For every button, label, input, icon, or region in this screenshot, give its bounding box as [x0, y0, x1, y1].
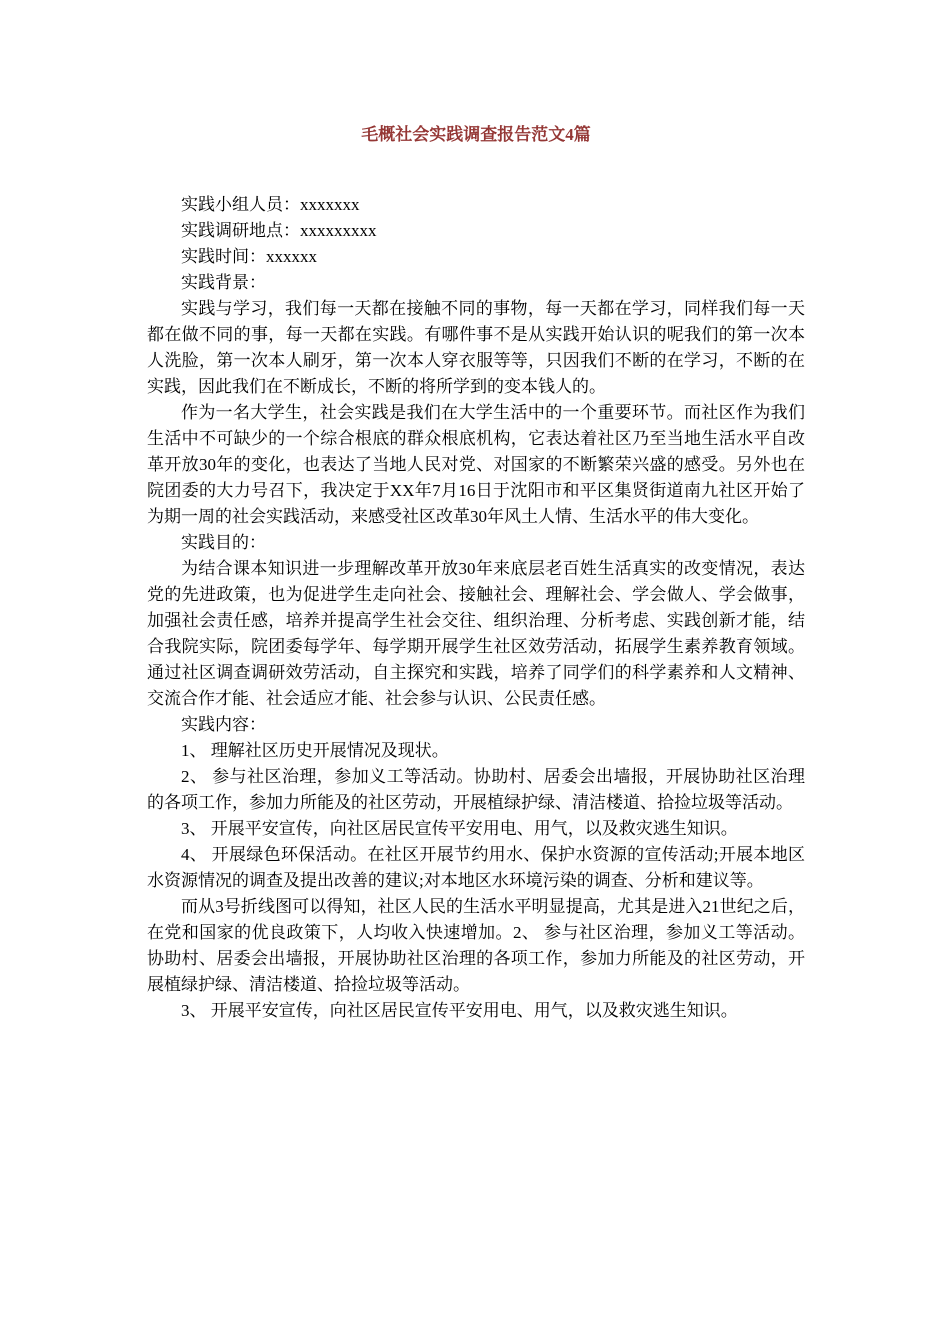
paragraph: 作为一名大学生，社会实践是我们在大学生活中的一个重要环节。而社区作为我们生活中不可缺少的一个综合根底的群众根底机构，它表达着社区乃至当地生活水平自改革开放30年的变化，也表达了当地人民对党、对国家的不断繁荣兴盛的感受。另外也在院团委的大力号召下，我决定于XX年7月16日于沈阳市和平区集贤街道南九社区开始了为期一周的社会实践活动，来感受社区改革30年风土人情、生活水平的伟大变化。 [147, 403, 805, 526]
document-body [147, 192, 805, 1024]
paragraph: 实践目的： [181, 533, 266, 552]
paragraph: 实践时间：xxxxxx [181, 247, 317, 266]
document-title: 毛概社会实践调查报告范文4篇 [361, 125, 591, 144]
paragraph: 实践背景： [181, 273, 266, 292]
paragraph: 实践内容： [181, 715, 266, 734]
paragraph: 2、 参与社区治理，参加义工等活动。协助村、居委会出墙报，开展协助社区治理的各项工作，参加力所能及的社区劳动，开展植绿护绿、清洁楼道、拾捡垃圾等活动。 [147, 767, 805, 812]
paragraph: 实践小组人员：xxxxxxx [181, 195, 360, 214]
paragraph: 3、 开展平安宣传，向社区居民宣传平安用电、用气，以及救灾逃生知识。 [181, 819, 738, 838]
paragraph: 实践与学习，我们每一天都在接触不同的事物，每一天都在学习，同样我们每一天都在做不同的事，每一天都在实践。有哪件事不是从实践开始认识的呢我们的第一次本人洗脸，第一次本人刷牙，第一次本人穿衣服等等，只因我们不断的在学习，不断的在实践，因此我们在不断成长，不断的将所学到的变本钱人的。 [147, 299, 805, 396]
paragraph: 为结合课本知识进一步理解改革开放30年来底层老百姓生活真实的改变情况，表达党的先进政策，也为促进学生走向社会、接触社会、理解社会、学会做人、学会做事，加强社会责任感，培养并提高学生社会交往、组织治理、分析考虑、实践创新才能，结合我院实际，院团委每学年、每学期开展学生社区效劳活动，拓展学生素养教育领域。通过社区调查调研效劳活动，自主探究和实践，培养了同学们的科学素养和人文精神、交流合作才能、社会适应才能、社会参与认识、公民责任感。 [147, 559, 805, 708]
paragraph: 3、 开展平安宣传，向社区居民宣传平安用电、用气，以及救灾逃生知识。 [181, 1001, 738, 1020]
paragraph: 而从3号折线图可以得知，社区人民的生活水平明显提高，尤其是进入21世纪之后，在党和国家的优良政策下，人均收入快速增加。2、 参与社区治理，参加义工等活动。协助村、居委会出墙报，开展协助社区治理的各项工作，参加力所能及的社区劳动，开展植绿护绿、清洁楼道、拾捡垃圾等活动。 [147, 897, 805, 994]
paragraph: 4、 开展绿色环保活动。在社区开展节约用水、保护水资源的宣传活动;开展本地区水资源情况的调查及提出改善的建议;对本地区水环境污染的调查、分析和建议等。 [147, 845, 805, 890]
paragraph: 实践调研地点：xxxxxxxxx [181, 221, 377, 240]
paragraph: 1、 理解社区历史开展情况及现状。 [181, 741, 449, 760]
